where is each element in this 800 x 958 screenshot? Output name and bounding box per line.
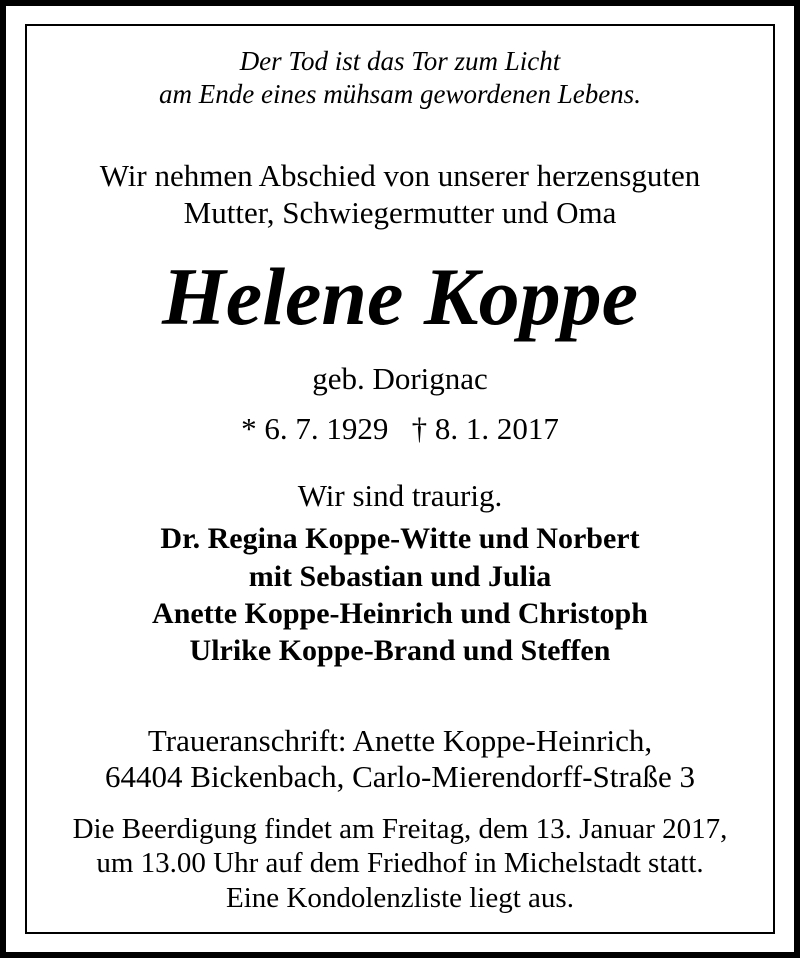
funeral-line-3: Eine Kondolenzliste liegt aus. (226, 882, 574, 914)
maiden-name: geb. Dorignac (312, 361, 488, 396)
mourning-text: Wir sind traurig. (297, 478, 503, 513)
motto-line-2: am Ende eines mühsam gewordenen Lebens. (159, 79, 641, 109)
family-line-3: Anette Koppe-Heinrich und Christoph (152, 597, 648, 630)
address-line-1: Traueranschrift: Anette Koppe-Heinrich, (147, 723, 653, 758)
family-line-4: Ulrike Koppe-Brand und Steffen (189, 634, 611, 667)
funeral-line-1: Die Beerdigung findet am Freitag, dem 13. Januar 2017, (72, 813, 728, 845)
family-line-2: mit Sebastian und Julia (248, 560, 552, 593)
intro-line-2: Mutter, Schwiegermutter und Oma (183, 195, 617, 230)
address-line-2: 64404 Bickenbach, Carlo-Mierendorff-Straße 3 (105, 759, 695, 794)
life-dates: * 6. 7. 1929 † 8. 1. 2017 (241, 411, 559, 446)
deceased-name: Helene Koppe (162, 251, 638, 342)
intro-line-1: Wir nehmen Abschied von unserer herzensguten (99, 158, 701, 193)
motto-line-1: Der Tod ist das Tor zum Licht (239, 46, 561, 76)
family-line-1: Dr. Regina Koppe-Witte und Norbert (160, 522, 640, 555)
funeral-line-2: um 13.00 Uhr auf dem Friedhof in Michelstadt statt. (96, 847, 704, 879)
